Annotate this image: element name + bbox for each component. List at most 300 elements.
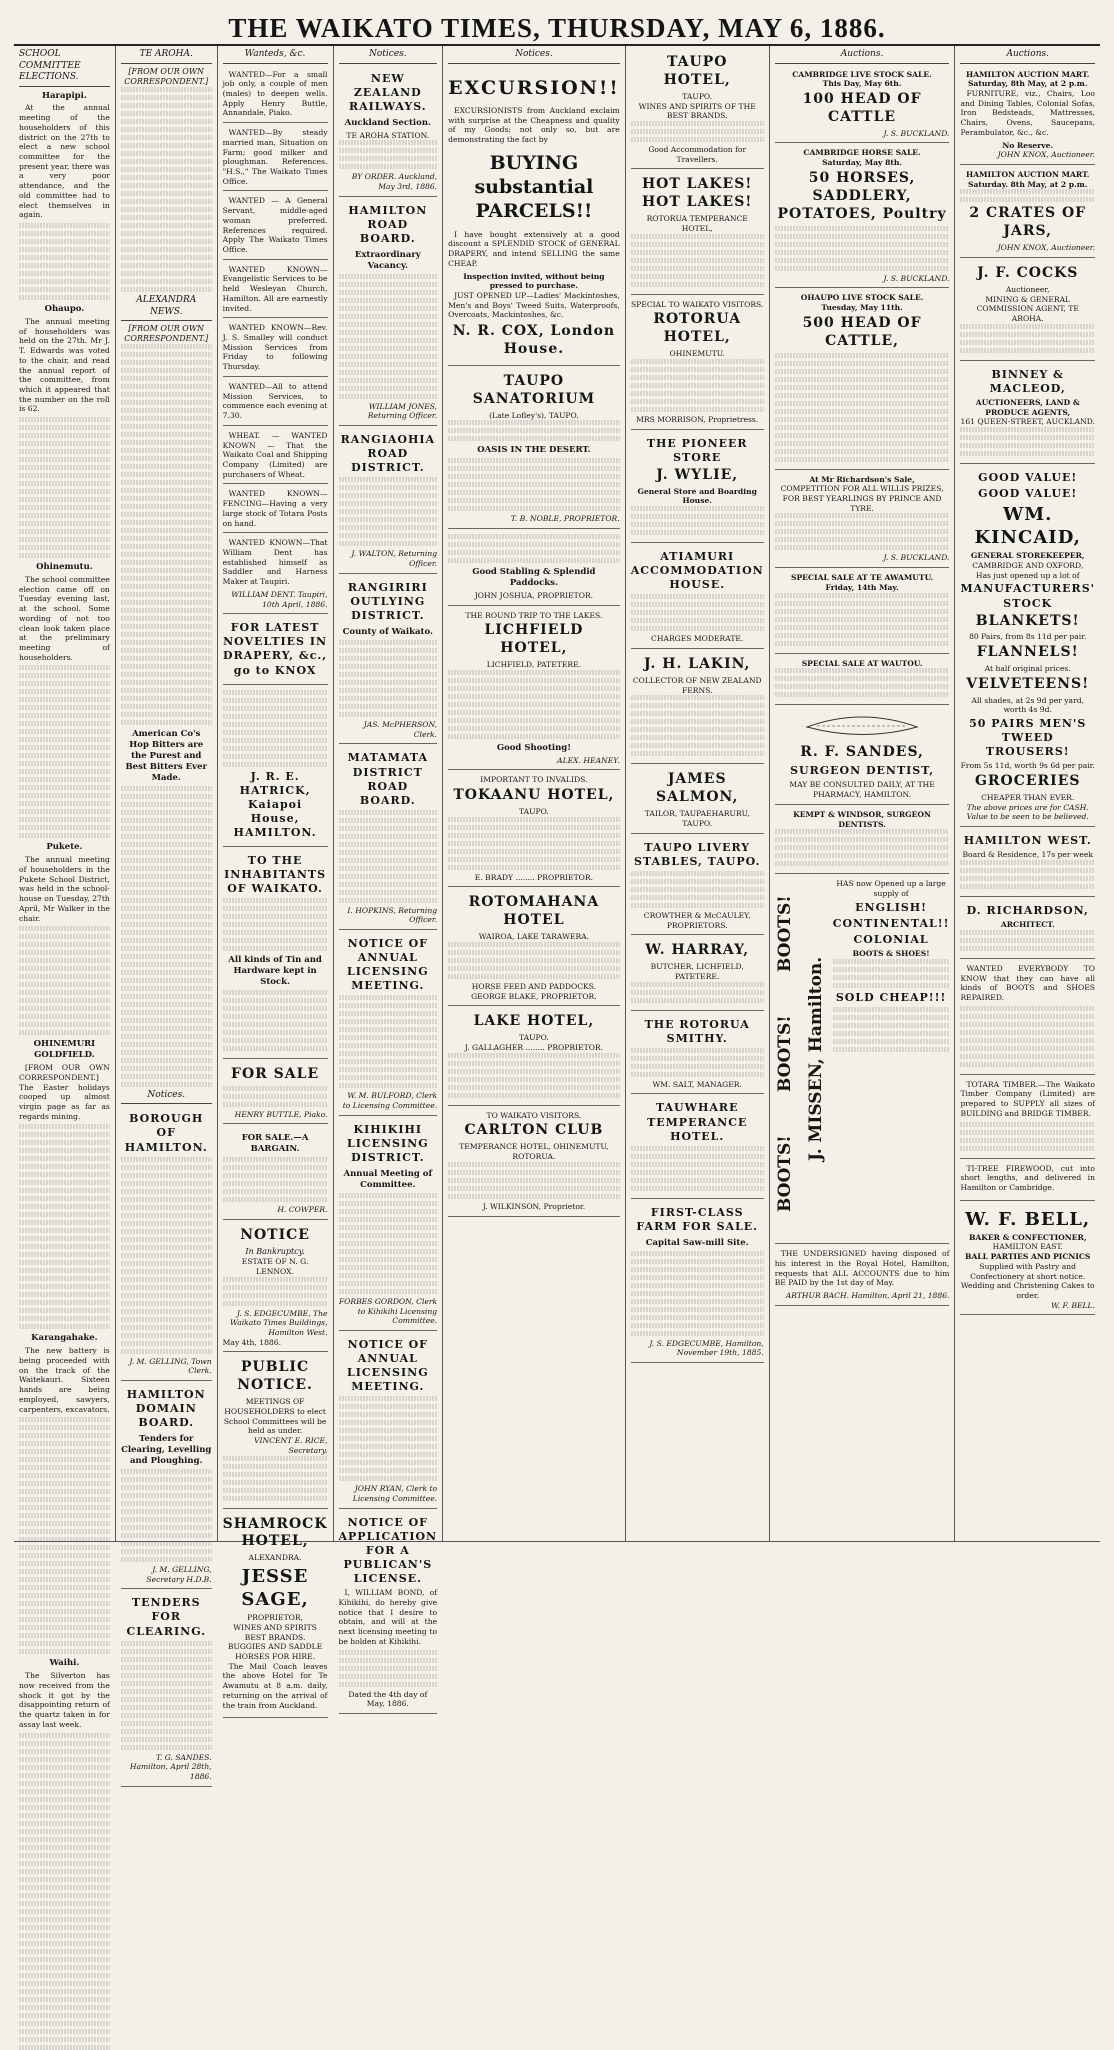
- sandes-ad: [775, 707, 950, 804]
- rotomahana-title: ROTOMAHANA HOTEL: [468, 894, 600, 929]
- publican-title: NOTICE OF APPLICATION FOR A PUBLICAN'S LICENSE.: [338, 1515, 438, 1586]
- charges-line: CHARGES MODERATE.: [651, 634, 744, 644]
- tauwhare-title: TAUWHARE TEMPERANCE HOTEL.: [647, 1101, 748, 1143]
- ohaupo-livestock-ad: [775, 290, 950, 469]
- railways-title: NEW ZEALAND RAILWAYS.: [348, 71, 427, 113]
- sage-wines: WINES AND SPIRITS BEST BRANDS.: [233, 1622, 317, 1642]
- carlton-title: CARLTON CLUB: [464, 1122, 604, 1139]
- text-block: [19, 926, 110, 1035]
- bell-subtitle: BAKER & CONFECTIONER,: [968, 1232, 1087, 1242]
- morrison-name: MRS MORRISON, Proprietress.: [636, 414, 759, 424]
- kempt-ad: [775, 807, 950, 874]
- wanted-ad: WANTED—By steady married man, Situation on Farm; good milker and ploughman. References. "H.S.," The Waikato Times Office.: [223, 125, 328, 191]
- special-visitors: SPECIAL TO WAIKATO VISITORS.: [631, 299, 764, 309]
- text-block: [19, 1417, 110, 1654]
- wanted-ad: WANTED KNOWN—Rev. J. S. Smalley will conduct Mission Services from Friday to following Thursday.: [223, 320, 328, 377]
- text-block: [339, 995, 438, 1088]
- buckland-signature: J. S. BUCKLAND.: [883, 273, 950, 283]
- matamata-signature: I. HOPKINS, Returning Officer.: [347, 905, 438, 925]
- publican-notice: [339, 1511, 438, 1714]
- inspection-text: Inspection invited, without being pressed to purchase.: [463, 271, 605, 291]
- cox-title: N. R. COX, London House.: [452, 323, 616, 358]
- text-block: [775, 226, 950, 271]
- lichfield-subtitle: LICHFIELD, PATETERE.: [486, 660, 582, 670]
- text-block: [631, 871, 764, 908]
- waikato-visitors: TO WAIKATO VISITORS.: [486, 1110, 582, 1120]
- joshua-name: JOHN JOSHUA, PROPRIETOR.: [474, 590, 594, 600]
- richardson-title: At Mr Richardson's Sale,: [809, 474, 915, 484]
- rotomahana-subtitle: WAIROA, LAKE TARAWERA.: [478, 932, 590, 942]
- colonial-label: COLONIAL: [853, 932, 929, 946]
- horse-sale-day: Saturday, May 8th.: [822, 158, 903, 168]
- hop-bitters-title: American Co's Hop Bitters are the Purest and Best Bitters Ever Made.: [125, 729, 207, 783]
- opened-large: HAS now Opened up a large supply of: [836, 879, 946, 898]
- sage-subtitle: PROPRIETOR,: [247, 1613, 303, 1623]
- article-title: Waihi.: [49, 1658, 80, 1669]
- boots-label: BOOTS!: [774, 1135, 795, 1213]
- text-block: [631, 1048, 764, 1077]
- text-block: [339, 1193, 438, 1294]
- text-block: [339, 810, 438, 903]
- text-block: [121, 1641, 212, 1750]
- kincaid-subtitle2: CAMBRIDGE AND OXFORD,: [972, 560, 1084, 570]
- wautou-title: SPECIAL SALE AT WAUTOU.: [801, 658, 923, 668]
- missen-details: [833, 879, 950, 1239]
- text-block: [631, 594, 764, 631]
- bell-signature: W. F. BELL.: [1051, 1300, 1096, 1310]
- public-notice-signature: VINCENT E. RICE, Secretary.: [254, 1436, 328, 1455]
- good-value: GOOD VALUE!: [978, 471, 1078, 485]
- harray-subtitle: BUTCHER, LICHFIELD, PATETERE.: [650, 962, 744, 981]
- shamrock-subtitle: ALEXANDRA.: [248, 1553, 302, 1563]
- blankets-price: 80 Pairs, from 8s 11d per pair.: [969, 632, 1087, 642]
- text-block: [775, 668, 950, 697]
- text-block: [339, 1396, 438, 1481]
- column-5-heading: Notices.: [448, 49, 620, 64]
- english-label: ENGLISH!: [855, 900, 928, 914]
- ohaupo-sale-day: Tuesday, May 11th.: [821, 303, 903, 313]
- carlton-ad: [448, 1108, 620, 1217]
- rotomahana-ad: [448, 889, 620, 1006]
- column-2-heading: TE AROHA.: [121, 49, 212, 64]
- totara-text: TOTARA TIMBER.—The Waikato Timber Company (Limited) are prepared to SUPPLY all sizes of BUILDING and BRIDGE TIMBER.: [960, 1079, 1096, 1118]
- mart-ad: [960, 67, 1095, 165]
- binney-ad: [960, 363, 1095, 464]
- livery-ad: [631, 836, 764, 936]
- te-awamutu-sale-ad: [775, 570, 950, 653]
- text-block: [448, 458, 620, 511]
- text-block: [339, 140, 438, 169]
- article-text: The Silverton has now received from the shock it got by the disappointing return of the quartz taken in for assay last week.: [19, 1671, 110, 1729]
- accommodation-line: Good Accommodation for Travellers.: [648, 144, 747, 164]
- text-block: [631, 695, 764, 756]
- sage-buggies: BUGGIES AND SADDLE HORSES FOR HIRE.: [227, 1642, 323, 1661]
- furniture-text: FURNITURE, viz., Chairs, Loo and Dining Tables, Colonial Sofas, Iron Bedsteads, Mattresses, Chairs, Ovens, Saucepans, Perambulator, &c., &c.: [960, 88, 1096, 137]
- flannels-price: At half original prices.: [984, 664, 1071, 674]
- article-title: Ohinemutu.: [36, 562, 93, 573]
- tweed-title: 50 PAIRS MEN'S TWEED TROUSERS!: [969, 717, 1087, 759]
- joshua-ad: [448, 531, 620, 605]
- groceries-title: GROCERIES: [974, 773, 1081, 790]
- text-block: [775, 593, 950, 646]
- railways-station: TE AROHA STATION.: [346, 130, 430, 140]
- heaney-signature: ALEX. HEANEY.: [557, 755, 620, 765]
- brady-name: E. BRADY ........ PROPRIETOR.: [474, 872, 594, 882]
- taupo-hotel-title: TAUPO HOTEL,: [663, 54, 731, 88]
- hamilton-west-title: HAMILTON WEST.: [963, 834, 1092, 848]
- tenders-signature: J. M. GELLING, Secretary H.D.B.: [146, 1564, 212, 1584]
- groceries-subtitle: CHEAPER THAN EVER.: [981, 793, 1075, 803]
- ohaupo-sale-title: OHAUPO LIVE STOCK SALE.: [800, 293, 924, 303]
- wanted-ad: WANTED KNOWN—FENCING—Having a very large stock of Totara Posts on hand.: [223, 486, 328, 533]
- boots-repair-ad: [960, 961, 1095, 1075]
- te-awamutu-title: SPECIAL SALE AT TE AWAMUTU.: [790, 573, 934, 583]
- text-block: [121, 344, 212, 725]
- text-block: [448, 420, 620, 441]
- public-notice: [223, 1354, 328, 1508]
- inhabitants-title: TO THE INHABITANTS OF WAIKATO.: [224, 854, 327, 896]
- railways-notice: [339, 67, 438, 197]
- text-block: [833, 959, 950, 988]
- text-block: [960, 930, 1095, 951]
- text-block: [448, 942, 620, 979]
- buying-title: BUYING substantial PARCELS!!: [474, 151, 594, 223]
- kihikihi-subtitle: Annual Meeting of Committee.: [343, 1169, 433, 1191]
- hot-lakes-ad: [631, 171, 764, 294]
- inhabitants-ad: [223, 849, 328, 1059]
- totara-ad: [960, 1077, 1095, 1159]
- text-block: [339, 640, 438, 717]
- text-block: [223, 1456, 328, 1501]
- cocks-ad: [960, 260, 1095, 361]
- salmon-subtitle: TAILOR, TAUPAEHARURU, TAUPO.: [644, 809, 750, 828]
- flannels-title: FLANNELS!: [976, 644, 1079, 661]
- text-block: [223, 1277, 328, 1306]
- article-text: [FROM OUR OWN CORRESPONDENT.] The Easter holidays cooped up almost virgin page as far as regards mining.: [19, 1063, 110, 1121]
- good-value: GOOD VALUE!: [978, 487, 1078, 501]
- shooting-title: Good Shooting!: [496, 742, 571, 753]
- hatrick-ad: [223, 687, 328, 847]
- cattle-sale-title: CAMBRIDGE LIVE STOCK SALE.: [792, 69, 932, 79]
- correspondent-note: [FROM OUR OWN CORRESPONDENT.]: [124, 324, 209, 344]
- lichfield-ad: [448, 608, 620, 771]
- velveteens-price: All shades, at 2s 9d per yard, worth 4s 9d.: [971, 695, 1084, 715]
- cambridge-horse-ad: [775, 145, 950, 288]
- mart-title: HAMILTON AUCTION MART.: [966, 69, 1090, 79]
- wines-line: WINES AND SPIRITS OF THE BEST BRANDS.: [638, 101, 756, 121]
- article-title: Harapipi.: [41, 90, 87, 101]
- boots-vertical-strip: [775, 879, 803, 1239]
- bargain-signature: H. COWPER.: [277, 1205, 328, 1215]
- boots-label: BOOTS!: [774, 1015, 795, 1093]
- tin-title: All kinds of Tin and Hardware kept in Stock.: [228, 955, 322, 987]
- article-heading: ALEXANDRA NEWS.: [121, 295, 212, 321]
- road-board-notice: [339, 199, 438, 426]
- public-notice-subtitle: MEETINGS OF HOUSEHOLDERS to elect School Committees will be held as under.: [223, 1397, 327, 1436]
- horse-feed: HORSE FEED AND PADDOCKS.: [471, 981, 597, 991]
- sold-cheap-label: SOLD CHEAP!!!: [835, 990, 947, 1004]
- licensing-notice: [339, 932, 438, 1116]
- bought-text: I have bought extensively at a good discount a SPLENDID STOCK of GENERAL DRAPERY, and intend SELLING the same CHEAP.: [448, 229, 620, 268]
- road-board-subtitle: Extraordinary Vacancy.: [354, 250, 421, 271]
- smithy-manager: WM. SALT, MANAGER.: [652, 1079, 742, 1089]
- lakin-subtitle: COLLECTOR OF NEW ZEALAND FERNS.: [632, 675, 762, 695]
- text-block: [960, 1006, 1095, 1067]
- text-block: [223, 1157, 328, 1202]
- article-text: The annual meeting of householders was held on the 27th. Mr J. T. Edwards was voted to the chair, and read the annual report of the committee, from which it appeared that the number on the roll is 62.: [19, 316, 110, 414]
- article-text: At the annual meeting of the householders of this district on the 27th to elect a new school committee for the present year, there was a very poor attendance, and the old committee had to elect themselves in again.: [19, 103, 110, 220]
- publican-text: I, WILLIAM BOND, of Kihikihi, do hereby give notice that I desire to obtain, and will at the next licensing meeting to be holden at Kihikihi.: [338, 1588, 438, 1646]
- cattle-head-count: 100 HEAD OF CATTLE: [802, 90, 922, 125]
- wanted-ad: WANTED KNOWN—Evangelistic Services to be held Wesleyan Church, Hamilton. All are earnestly invited.: [223, 262, 328, 319]
- lake-hotel-ad: [448, 1008, 620, 1105]
- text-block: [223, 1086, 328, 1107]
- atiamuri-title: ATIAMURI ACCOMMODATION HOUSE.: [630, 550, 764, 592]
- buckland-signature: J. S. BUCKLAND.: [883, 553, 950, 563]
- salmon-ad: [631, 766, 764, 833]
- crowther-name: CROWTHER & McCAULEY, PROPRIETORS.: [643, 910, 751, 930]
- columns-container: [14, 46, 1100, 1782]
- lichfield-title: LICHFIELD HOTEL,: [484, 622, 584, 657]
- railways-subtitle: Auckland Section.: [344, 117, 431, 128]
- round-trip: THE ROUND TRIP TO THE LAKES.: [465, 610, 603, 620]
- text-block: [339, 1650, 438, 1687]
- licensing-signature: W. M. BULFORD, Clerk to Licensing Committee.: [342, 1091, 438, 1111]
- tenders-clearing-signature: T. G. SANDES. Hamilton, April 28th, 1886.: [129, 1752, 212, 1782]
- public-notice-title: PUBLIC NOTICE.: [237, 1359, 313, 1394]
- domain-board-title: HAMILTON DOMAIN BOARD.: [126, 1388, 206, 1430]
- excursion-title: EXCURSION!!: [448, 76, 620, 99]
- article-title: Ohaupo.: [44, 304, 85, 315]
- bankruptcy-title: NOTICE: [240, 1226, 310, 1243]
- wautou-sale-ad: [775, 656, 950, 706]
- cocks-title: J. F. COCKS: [977, 264, 1079, 281]
- buckland-signature: J. S. BUCKLAND.: [883, 128, 950, 138]
- gallagher-name: J. GALLAGHER ........ PROPRIETOR.: [464, 1043, 604, 1053]
- taupo-sanatorium-ad: [448, 368, 620, 529]
- article-text: The school committee election came off on Tuesday evening last, at the school. Some wording of not too clean look taken place at the preliminary meeting of householders.: [19, 574, 110, 662]
- carlton-subtitle: TEMPERANCE HOTEL, OHINEMUTU, ROTORUA.: [459, 1142, 609, 1162]
- pioneer-store-ad: [631, 432, 764, 544]
- cambridge-livestock-ad: [775, 67, 950, 144]
- blake-name: GEORGE BLAKE, PROPRIETOR.: [471, 991, 597, 1001]
- binney-subtitle: AUCTIONEERS, LAND & PRODUCE AGENTS,: [975, 397, 1080, 417]
- text-block: [631, 982, 764, 1003]
- rangiriri-title: RANGIRIRI OUTLYING DISTRICT.: [347, 580, 428, 623]
- knox-signature: JOHN KNOX, Auctioneer.: [997, 243, 1096, 253]
- wylie-subtitle: General Store and Boarding House.: [637, 486, 757, 506]
- harray-title: W. HARRAY,: [645, 942, 750, 959]
- column-7-heading: Auctions.: [775, 49, 950, 64]
- text-block: [121, 1157, 212, 1354]
- text-block: [631, 1146, 764, 1191]
- wanted-ad: WANTED KNOWN—That William Dent has established himself as Saddler and Harness Maker at Taupiri.: [222, 538, 328, 587]
- text-block: [223, 990, 328, 1051]
- bach-notice: [775, 1246, 950, 1306]
- borough-signature: J. M. GELLING, Town Clerk.: [129, 1356, 212, 1376]
- farm-signature: J. S. EDGECUMBE, Hamilton, November 19th, 1885.: [649, 1338, 764, 1358]
- text-block: [833, 1007, 950, 1052]
- column-1: [14, 46, 116, 1729]
- missen-name: J. MISSEN, Hamilton.: [805, 957, 826, 1162]
- lakin-ad: [631, 651, 764, 764]
- licensing2-signature: JOHN RYAN, Clerk to Licensing Committee.: [352, 1484, 438, 1504]
- rotorua-temperance-title: ROTORUA TEMPERANCE HOTEL,: [646, 214, 748, 233]
- text-block: [631, 234, 764, 287]
- bach-signature: ARTHUR BACH. Hamilton, April 21, 1886.: [785, 1291, 950, 1301]
- competition-text: COMPETITION FOR ALL WILLIS PRIZES, FOR BEST YEARLINGS BY PRINCE AND TYRE.: [780, 484, 944, 513]
- text-block: [448, 817, 620, 870]
- kihikihi-signature: FORBES GORDON, Clerk to Kihikihi Licensing Committee.: [338, 1296, 438, 1326]
- forsale-ad: [223, 1061, 328, 1125]
- farm-title: FIRST-CLASS FARM FOR SALE.: [636, 1205, 759, 1233]
- text-block: [775, 829, 950, 866]
- kihikihi-title: KIHIKIHI LICENSING DISTRICT.: [346, 1122, 429, 1165]
- architect-title: ARCHITECT.: [1000, 920, 1055, 930]
- mart2-day: Saturday. 8th May, at 2 p.m.: [968, 179, 1088, 189]
- kihikihi-notice: [339, 1118, 438, 1331]
- bankruptcy-estate: ESTATE OF N. G. LENNOX.: [241, 1257, 309, 1276]
- text-block: [121, 786, 212, 1087]
- smithy-title: THE ROTORUA SMITHY.: [644, 1017, 750, 1045]
- smithy-ad: [631, 1013, 764, 1095]
- crates-title: 2 CRATES OF JARS,: [969, 205, 1087, 240]
- text-block: [19, 417, 110, 558]
- licensing2-notice: [339, 1333, 438, 1509]
- teeth-illustration: [802, 712, 922, 742]
- just-opened-text: JUST OPENED UP—Ladies' Mackintoshes, Men's and Boys' Tweed Suits, Waterproofs, Overcoats, Mackintoshes, &c.: [448, 290, 620, 320]
- railways-signature: BY ORDER. Auckland, May 3rd, 1886.: [351, 172, 438, 192]
- missen-boots-ad: [775, 876, 950, 1244]
- tweed-price: From 5s 11d, worth 9s 6d per pair.: [960, 761, 1095, 771]
- cash-note: The above prices are for CASH. Value to be seen to be believed.: [966, 802, 1089, 822]
- matamata-notice: [339, 746, 438, 930]
- cox-ad: [448, 67, 620, 366]
- kincaid-ad: [960, 466, 1095, 827]
- bell-title: W. F. BELL,: [965, 1208, 1091, 1230]
- binney-title: BINNEY & MACLEOD,: [989, 367, 1066, 395]
- oasis-title: OASIS IN THE DESERT.: [477, 445, 591, 456]
- bargain-ad: [223, 1126, 328, 1219]
- text-block: [223, 898, 328, 951]
- rotorua-hotel-title: ROTORUA HOTEL,: [653, 311, 742, 346]
- binney-address: 161 QUEEN-STREET, AUCKLAND.: [960, 417, 1095, 427]
- wanted-ad: WANTED — A General Servant, middle-aged woman preferred. References required. Apply The Waikato Times Office.: [223, 193, 328, 259]
- farm-ad: [631, 1201, 764, 1363]
- richardson-title: D. RICHARDSON,: [966, 903, 1089, 917]
- column-8-heading: Auctions.: [960, 49, 1095, 64]
- dent-ad: [223, 535, 328, 614]
- licensing2-title: NOTICE OF ANNUAL LICENSING MEETING.: [346, 1338, 429, 1394]
- firewood-text: TI-TREE FIREWOOD, cut into short lengths, and delivered in Hamilton or Cambridge.: [960, 1163, 1096, 1192]
- text-block: [960, 427, 1095, 456]
- tokaanu-ad: [448, 772, 620, 887]
- firewood-ad: [960, 1161, 1095, 1201]
- rangiaohia-notice: [339, 428, 438, 574]
- kempt-title: KEMPT & WINDSOR, SURGEON DENTISTS.: [793, 809, 931, 829]
- tokaanu-title: TOKAANU HOTEL,: [453, 787, 615, 804]
- column-3: [218, 46, 334, 1710]
- text-block: [448, 1053, 620, 1098]
- road-board-signature: WILLIAM JONES, Returning Officer.: [367, 401, 438, 421]
- text-block: [121, 87, 212, 292]
- kincaid-title: WM. KINCAID,: [974, 504, 1081, 549]
- no-reserve: No Reserve.: [1002, 140, 1054, 150]
- lakin-title: J. H. LAKIN,: [643, 656, 751, 673]
- hatrick-title: J. R. E. HATRICK, Kaiapoi House, HAMILTON.: [233, 769, 317, 839]
- text-block: [19, 1733, 110, 2050]
- notices-heading: Notices.: [121, 1090, 212, 1105]
- text-block: [223, 690, 328, 767]
- tokaanu-subtitle: TAUPO.: [518, 806, 549, 816]
- text-block: [960, 189, 1095, 202]
- ohaupo-cattle-count: 500 HEAD OF CATTLE,: [802, 314, 922, 349]
- wylie-title: J. WYLIE,: [656, 466, 739, 483]
- atiamuri-ad: [631, 545, 764, 649]
- knox-title: FOR LATEST NOVELTIES IN DRAPERY, &c., go to KNOX: [223, 621, 328, 677]
- cocks-subtitle2: MINING & GENERAL COMMISSION AGENT, TE AROHA.: [976, 294, 1079, 324]
- licensing-title: NOTICE OF ANNUAL LICENSING MEETING.: [346, 937, 429, 993]
- rotorua-hotel-subtitle: OHINEMUTU.: [669, 349, 725, 359]
- article-text: The new battery is being proceeded with on the track of the Waitekauri. Sixteen hands are being employed, sawyers, carpenters, excavators.: [19, 1346, 110, 1414]
- sanatorium-signature: T. B. NOBLE, PROPRIETOR.: [510, 514, 620, 524]
- sanatorium-title: TAUPO SANATORIUM: [472, 372, 596, 407]
- stabling-title: Good Stabling & Splendid Paddocks.: [472, 567, 596, 588]
- bankruptcy-signature: J. S. EDGECUMBE, The Waikato Times Buildings, Hamilton West.: [230, 1308, 328, 1337]
- mart2-title: HAMILTON AUCTION MART.: [966, 169, 1090, 179]
- rangiriri-notice: [339, 576, 438, 745]
- publican-date: Dated the 4th day of May, 1886.: [348, 1689, 428, 1709]
- text-block: [448, 534, 620, 563]
- road-board-title: HAMILTON ROAD BOARD.: [348, 203, 428, 245]
- column-7: [770, 46, 956, 1541]
- harray-ad: [631, 937, 764, 1010]
- text-block: [631, 121, 764, 142]
- boots-shoes-label: BOOTS & SHOES!: [852, 948, 930, 958]
- borough-notice: [121, 1107, 212, 1381]
- te-awamutu-day: Friday, 14th May.: [825, 582, 899, 592]
- text-block: [631, 359, 764, 412]
- salmon-title: JAMES SALMON,: [656, 771, 739, 806]
- text-block: [121, 1469, 212, 1562]
- text-block: [448, 670, 620, 739]
- knox-ad: [223, 616, 328, 684]
- sanatorium-subtitle: (Late Lofley's), TAUPO.: [489, 410, 579, 420]
- text-block: [775, 513, 950, 550]
- wilkinson-name: J. WILKINSON, Proprietor.: [482, 1201, 586, 1211]
- text-block: [775, 353, 950, 462]
- sandes-subtitle: SURGEON DENTIST,: [790, 764, 935, 778]
- domain-board-notice: [121, 1383, 212, 1589]
- ball-subtitle: Supplied with Pastry and Confectionery at short notice.: [970, 1261, 1086, 1281]
- bell-ad: [960, 1203, 1095, 1316]
- knox-signature: JOHN KNOX, Auctioneer.: [997, 150, 1096, 160]
- lake-hotel-title: LAKE HOTEL,: [473, 1013, 595, 1030]
- text-block: [339, 274, 438, 399]
- matamata-title: MATAMATA DISTRICT ROAD BOARD.: [347, 751, 429, 807]
- taupo-hotel-ad: [631, 49, 764, 169]
- article-title: Karangahake.: [31, 1333, 98, 1344]
- missen-vertical-strip: [806, 879, 830, 1239]
- forsale-signature: HENRY BUTTLE, Piako.: [234, 1109, 328, 1119]
- text-block: [960, 1122, 1095, 1151]
- ball-parties: BALL PARTIES AND PICNICS: [965, 1252, 1091, 1262]
- wanted-ad: WHEAT. — WANTED KNOWN — That the Waikato Coal and Shipping Company (Limited) are purchasers of Wheat.: [223, 428, 328, 485]
- shamrock-title: SHAMROCK HOTEL,: [222, 1515, 328, 1550]
- kincaid-subtitle: GENERAL STOREKEEPER,: [970, 551, 1085, 561]
- bargain-title: FOR SALE.—A BARGAIN.: [241, 1133, 309, 1155]
- forsale-title: FOR SALE: [231, 1065, 320, 1082]
